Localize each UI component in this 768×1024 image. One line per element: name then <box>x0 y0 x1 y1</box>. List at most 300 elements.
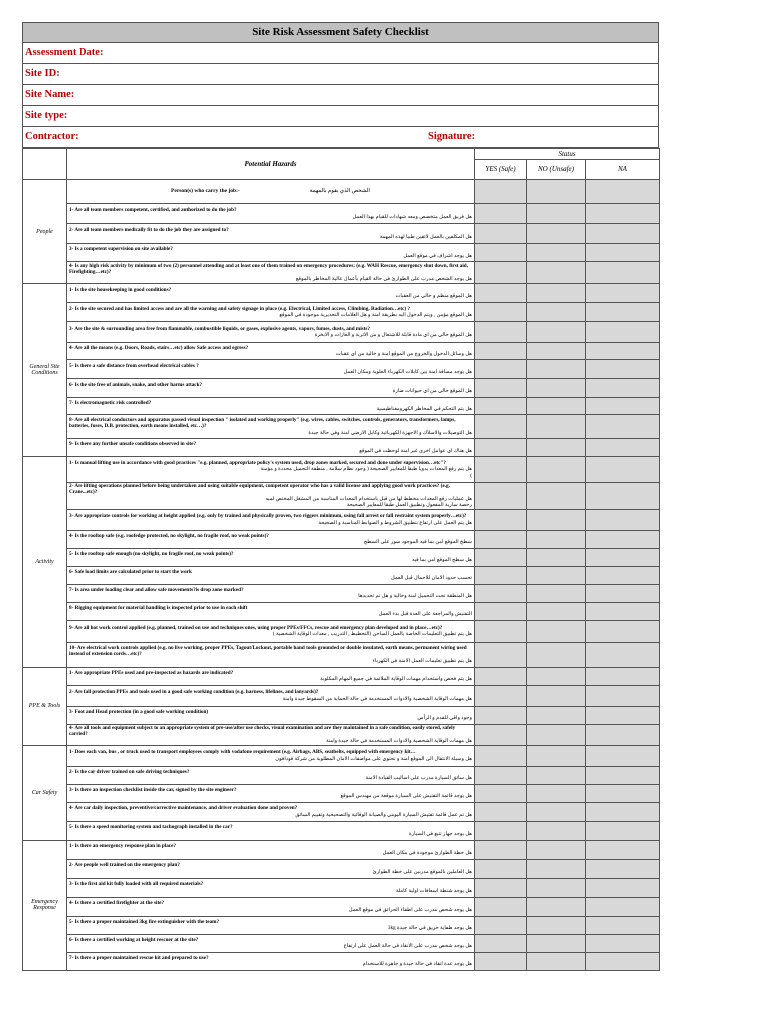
assessment-date-field[interactable] <box>22 43 659 64</box>
yes-checkbox-cell[interactable] <box>475 840 527 859</box>
checklist-row <box>23 322 660 343</box>
section-label: PPE & Tools <box>23 667 67 745</box>
question-english: 8- Are all electrical conductors and apparatus passed visual inspection " isolated and working properly" (e.g. wires, cables, switches, controls, generators, transformers, lamps, batteries, fuses, D.B. protection, earth means installed, etc…)? <box>69 416 456 430</box>
site-name-field[interactable] <box>22 85 659 106</box>
na-checkbox-cell[interactable] <box>586 584 660 602</box>
yes-checkbox-cell[interactable] <box>475 457 527 483</box>
checklist-row <box>23 745 660 766</box>
question-english: 5- Is there a safe distance from overhead electrical cables ? <box>69 362 199 369</box>
no-checkbox-cell[interactable] <box>527 784 586 802</box>
question-arabic: سطح الموقع امن بما فيه الموجود سور على السطح <box>363 539 472 546</box>
hazard-question <box>67 802 475 821</box>
na-checkbox-cell[interactable] <box>586 859 660 878</box>
na-checkbox-cell[interactable] <box>586 204 660 224</box>
question-english: 4- Is there a certified firefighter at the site? <box>69 900 165 907</box>
hazard-question <box>67 457 475 483</box>
yes-checkbox-cell[interactable] <box>475 322 527 343</box>
no-checkbox-cell[interactable] <box>527 602 586 620</box>
hazard-question <box>67 840 475 859</box>
question-arabic: هل يتم رفع المعدات يدويا طبقا للمعايير الصحيحة ( وجود نظام سلامة , منطقة التحميل محددة و مؤمنة ) <box>260 466 472 479</box>
yes-checkbox-cell[interactable] <box>475 180 527 204</box>
hazard-question <box>67 745 475 766</box>
yes-checkbox-cell[interactable] <box>475 602 527 620</box>
no-checkbox-cell[interactable] <box>527 303 586 322</box>
question-english: Person(s) who carry the job:- <box>171 188 240 195</box>
question-arabic: وجود واقي للقدم و الرأس <box>417 715 472 722</box>
hazard-question <box>67 685 475 706</box>
question-english: 1- Is the site housekeeping in good conditions? <box>69 286 172 293</box>
na-checkbox-cell[interactable] <box>586 457 660 483</box>
na-checkbox-cell[interactable] <box>586 360 660 379</box>
question-english: 1- Are appropriate PPEs used and pre-inspected as hazards are indicated? <box>69 669 234 676</box>
question-english: 9- Is there any further unsafe conditions observed in site? <box>69 441 197 448</box>
no-checkbox-cell[interactable] <box>527 483 586 510</box>
checklist-row <box>23 439 660 457</box>
question-arabic: هل يوجد طفاية حريق في حالة جيدة 3kg <box>387 925 472 932</box>
hazard-question <box>67 439 475 457</box>
hazard-question <box>67 766 475 784</box>
no-checkbox-cell[interactable] <box>527 360 586 379</box>
yes-checkbox-cell[interactable] <box>475 584 527 602</box>
hazard-question <box>67 483 475 510</box>
no-checkbox-cell[interactable] <box>527 204 586 224</box>
na-checkbox-cell[interactable] <box>586 284 660 303</box>
question-english: 5- Is there a speed monitoring system and tachograph installed in the car? <box>69 824 233 831</box>
hazard-question <box>67 224 475 244</box>
question-english: 4- Are car daily inspection, preventive/corrective maintenance, and driver evaluation done and proven? <box>69 805 298 812</box>
question-arabic: هل العاملين بالموقع مدربين على خطة الطوارئ <box>372 868 472 875</box>
no-checkbox-cell[interactable] <box>527 724 586 745</box>
site-type-label: Site type: <box>25 110 68 121</box>
na-checkbox-cell[interactable] <box>586 439 660 457</box>
question-arabic: هل يتم التحكم في المخاطر الكهرومغناطيسية <box>376 406 472 412</box>
hazard-checklist-table <box>22 148 660 971</box>
page-title: Site Risk Assessment Safety Checklist <box>22 22 659 43</box>
yes-checkbox-cell[interactable] <box>475 343 527 360</box>
question-arabic: هل المكلفين بالعمل لائقين طبيا لهذه المهمة <box>379 233 472 240</box>
checklist-row <box>23 802 660 821</box>
section-label: General Site Conditions <box>23 284 67 457</box>
question-arabic: هل يوجد شخص مدرب على اطفاء الحرائق في موقع العمل <box>348 906 472 913</box>
checklist-row <box>23 952 660 970</box>
yes-checkbox-cell[interactable] <box>475 766 527 784</box>
no-checkbox-cell[interactable] <box>527 322 586 343</box>
question-arabic: هل يوجد مسافة امنة بين كابلات الكهرباء العلوية ومكان العمل <box>343 369 472 375</box>
na-checkbox-cell[interactable] <box>586 724 660 745</box>
question-arabic: هل تم عمل قائمة تفتيش السيارة اليومي والصيانة الوقائية والتصحيحية وتقييم السائق <box>295 811 472 818</box>
no-checkbox-cell[interactable] <box>527 745 586 766</box>
na-checkbox-cell[interactable] <box>586 566 660 584</box>
hazard-question <box>67 934 475 952</box>
checklist-row <box>23 706 660 724</box>
checklist-row <box>23 398 660 415</box>
checklist-row <box>23 180 660 204</box>
no-checkbox-cell[interactable] <box>527 548 586 566</box>
yes-checkbox-cell[interactable] <box>475 784 527 802</box>
no-checkbox-cell[interactable] <box>527 244 586 262</box>
question-arabic: هل خطة الطوارئ موجودة في مكان العمل <box>382 849 472 856</box>
site-id-label: Site ID: <box>25 68 60 79</box>
yes-checkbox-cell[interactable] <box>475 284 527 303</box>
yes-checkbox-cell[interactable] <box>475 745 527 766</box>
hazard-question <box>67 284 475 303</box>
question-english: 3- Foot and Head protection (in a good safe working condition) <box>69 708 209 715</box>
question-english: 2- Is the site secured and has limited access and are all the warning and safety signage in place (e.g. Electrical, Limited access, Climbing, Radiation…etc) ? <box>69 305 411 312</box>
question-english: 7- Is electromagnetic risk controlled? <box>69 399 152 406</box>
yes-safe-header: YES (Safe) <box>475 160 527 180</box>
na-checkbox-cell[interactable] <box>586 530 660 548</box>
checklist-row <box>23 859 660 878</box>
yes-checkbox-cell[interactable] <box>475 706 527 724</box>
question-english: 2- Are people well trained on the emergency plan? <box>69 862 180 869</box>
hazard-question <box>67 548 475 566</box>
hazard-question <box>67 244 475 262</box>
hazard-question <box>67 602 475 620</box>
no-checkbox-cell[interactable] <box>527 379 586 398</box>
no-checkbox-cell[interactable] <box>527 706 586 724</box>
hazard-question <box>67 584 475 602</box>
yes-checkbox-cell[interactable] <box>475 530 527 548</box>
question-arabic: هل عمليات رفع المعدات مخطط لها من قبل باستخدام المعدات المناسبة من المشغل المختص لمبه رخصة سارية المفعول وتطبيق العمل طبقا للمعايير الصحيحة <box>265 495 472 509</box>
na-checkbox-cell[interactable] <box>586 840 660 859</box>
no-checkbox-cell[interactable] <box>527 878 586 897</box>
question-english: 4- Is any high risk activity by minimum of two (2) personnel attending and at least one of them trained on emergency procedures; (e.g. WAH Rescue, emergency shut down, first aid, Firefighting…etc)? <box>69 262 468 276</box>
checklist-row <box>23 724 660 745</box>
question-english: 4- Are all tools and equipment subject to an appropriate system of pre-use/after use checks, visual examination and are they maintained in a safe condition, easily stored, safely carried? <box>69 725 456 738</box>
question-arabic: هل التوصيلات والاسلاك و الاجهزة الكهربائية وكابل الارضي امنة وفي حالة جيدة <box>308 429 472 436</box>
question-english: 1- Are all team members competent, certified, and authorized to do the job? <box>69 207 237 214</box>
na-checkbox-cell[interactable] <box>586 483 660 510</box>
hazard-question <box>67 343 475 360</box>
yes-checkbox-cell[interactable] <box>475 439 527 457</box>
question-arabic: هل وسائل الدخول والخروج من الموقع امنة و خالية من اي عقبات <box>335 351 472 357</box>
question-english: 4- Are all the means (e.g. Doors, Roads, stairs…etc) allow Safe access and egress? <box>69 344 249 351</box>
question-english: 2- Are lifting operations planned before being undertaken and using suitable equipment, competent operator who has a valid license and applying good work practices? (e.g. Crane...etc)? <box>69 483 450 496</box>
hazard-question <box>67 204 475 224</box>
question-arabic: هل الموقع خالي من اي حيوانات ضارة <box>392 388 472 394</box>
question-english: 2- Are fall protection PPEs and tools used in a good safe working condition (e.g. harness, lifelines, and lanyards)? <box>69 689 319 696</box>
question-english: 3- Is a competent supervision on site available? <box>69 246 173 253</box>
question-arabic: هل سطح الموقع امن بما فيه <box>411 557 472 564</box>
hazard-question <box>67 667 475 685</box>
na-checkbox-cell[interactable] <box>586 934 660 952</box>
na-checkbox-cell[interactable] <box>586 343 660 360</box>
site-id-field[interactable] <box>22 64 659 85</box>
checklist-row <box>23 244 660 262</box>
question-arabic: هل يتم تطبيق التعليمات الخاصة بالعمل الساخن (التخطيط , التدريب , معدات الوقاية الشخصية ) <box>272 631 472 638</box>
signature-label: Signature: <box>428 131 476 142</box>
question-english: 1- Does each van, bus , or truck used to transport employees comply with vodafone requirement (e.g. Airbags, ABS, seatbelts, equipped with emergency kit… <box>69 749 416 756</box>
question-english: 10- Are electrical work controls applied (e.g. no live working, proper PPEs, Tagout/Lockout, portable hand tools grounded or double insulated, earth means, permanent wiring used instead of extension cords…etc)? <box>69 645 467 658</box>
no-checkbox-cell[interactable] <box>527 439 586 457</box>
header-corner <box>23 149 67 180</box>
yes-checkbox-cell[interactable] <box>475 952 527 970</box>
question-arabic: هل المنطقة تحت التحميل امنة وخالية و هل تم تحديدها <box>358 593 472 600</box>
no-checkbox-cell[interactable] <box>527 224 586 244</box>
na-checkbox-cell[interactable] <box>586 224 660 244</box>
checklist-row <box>23 303 660 322</box>
question-arabic: هل مهمات الوقاية الشخصية والادوات المستخدمة في حالة جيدة وامنة <box>326 737 472 744</box>
hazard-question <box>67 566 475 584</box>
site-name-label: Site Name: <box>25 89 75 100</box>
checklist-row <box>23 620 660 642</box>
checklist-row <box>23 897 660 916</box>
no-checkbox-cell[interactable] <box>527 343 586 360</box>
question-english: 2- Are all team members medically fit to do the job they are assigned to? <box>69 227 229 234</box>
na-checkbox-cell[interactable] <box>586 322 660 343</box>
no-checkbox-cell[interactable] <box>527 859 586 878</box>
question-english: 1- Is manual lifting use in accordance with good practices "e.g. planned, appropriate policy's system used, drop zones marked, secured and done under supervision…etc"? <box>69 459 446 466</box>
checklist-row <box>23 685 660 706</box>
potential-hazards-header: Potential Hazards <box>67 149 475 180</box>
no-checkbox-cell[interactable] <box>527 802 586 821</box>
question-english: 8- Rigging equipment for material handling is inspected prior to use in each shift <box>69 604 248 611</box>
yes-checkbox-cell[interactable] <box>475 509 527 530</box>
yes-checkbox-cell[interactable] <box>475 244 527 262</box>
hazard-question <box>67 620 475 642</box>
yes-checkbox-cell[interactable] <box>475 548 527 566</box>
question-arabic: هل يوجد شنطة اسعافات اولية كاملة <box>395 887 472 894</box>
hazard-question <box>67 916 475 934</box>
question-arabic: هل يتم فحص واستخدام مهمات الوقاية الملائمة في جميع المهام المكلوبة <box>320 676 472 683</box>
hazard-question <box>67 530 475 548</box>
question-arabic: هل الموقع مؤمن , ويتم الدخول اليه بطريقة امنة و هل العلامات التحذيرية موجودة في الموقع <box>279 312 472 318</box>
no-checkbox-cell[interactable] <box>527 897 586 916</box>
no-checkbox-cell[interactable] <box>527 667 586 685</box>
hazard-question <box>67 303 475 322</box>
yes-checkbox-cell[interactable] <box>475 859 527 878</box>
no-checkbox-cell[interactable] <box>527 262 586 284</box>
hazard-question <box>67 897 475 916</box>
checklist-row <box>23 548 660 566</box>
no-unsafe-header: NO (Unsafe) <box>527 160 586 180</box>
question-arabic: هل مهمات الوقاية الشخصية والادوات المستخدمة في حالة الحماية من السقوط جيدة وامنة <box>282 695 472 702</box>
no-checkbox-cell[interactable] <box>527 584 586 602</box>
checklist-row <box>23 916 660 934</box>
hazard-question <box>67 379 475 398</box>
checklist-row <box>23 284 660 303</box>
question-english: 3- Is there an inspection checklist inside the car, signed by the site engineer? <box>69 786 237 793</box>
checklist-row <box>23 483 660 510</box>
yes-checkbox-cell[interactable] <box>475 204 527 224</box>
no-checkbox-cell[interactable] <box>527 916 586 934</box>
checklist-row <box>23 667 660 685</box>
question-arabic: الشخص الذي يقوم بالمهمة <box>309 188 370 195</box>
na-checkbox-cell[interactable] <box>586 821 660 840</box>
question-arabic: هل يتم العمل على ارتفاع بتطبيق الشروط و الضوابط المناسبة و الصحيحة <box>318 519 472 526</box>
checklist-row <box>23 343 660 360</box>
no-checkbox-cell[interactable] <box>527 620 586 642</box>
na-checkbox-cell[interactable] <box>586 602 660 620</box>
no-checkbox-cell[interactable] <box>527 821 586 840</box>
question-english: 6- Is the site free of animals, snake, and other harms attack? <box>69 381 203 388</box>
checklist-row <box>23 584 660 602</box>
question-arabic: هل وسيلة الانتقال الى الموقع امنة و تحتوي على مواصفات الامان المطلوبة من شركة فودافون <box>275 755 472 762</box>
na-checkbox-cell[interactable] <box>586 620 660 642</box>
yes-checkbox-cell[interactable] <box>475 224 527 244</box>
question-english: 3- Is the first aid kit fully loaded with all required materials? <box>69 881 204 888</box>
na-checkbox-cell[interactable] <box>586 897 660 916</box>
status-header: Status <box>475 149 660 160</box>
no-checkbox-cell[interactable] <box>527 840 586 859</box>
yes-checkbox-cell[interactable] <box>475 667 527 685</box>
hazard-question <box>67 360 475 379</box>
question-english: 6- Is there a certified working at height rescuer at the site? <box>69 936 199 943</box>
yes-checkbox-cell[interactable] <box>475 685 527 706</box>
checklist-row <box>23 224 660 244</box>
checklist-row <box>23 566 660 584</box>
yes-checkbox-cell[interactable] <box>475 566 527 584</box>
checklist-row <box>23 821 660 840</box>
checklist-row <box>23 204 660 224</box>
checklist-row <box>23 262 660 284</box>
na-checkbox-cell[interactable] <box>586 878 660 897</box>
checklist-row <box>23 602 660 620</box>
no-checkbox-cell[interactable] <box>527 530 586 548</box>
question-arabic: هل يوجد جهاز تتبع في السيارة <box>408 830 472 837</box>
question-english: 7- Is there a proper maintained rescue kit and prepared to use? <box>69 954 209 961</box>
section-label: Emergency Response <box>23 840 67 970</box>
yes-checkbox-cell[interactable] <box>475 379 527 398</box>
yes-checkbox-cell[interactable] <box>475 398 527 415</box>
hazard-question <box>67 322 475 343</box>
yes-checkbox-cell[interactable] <box>475 620 527 642</box>
na-checkbox-cell[interactable] <box>586 379 660 398</box>
checklist-row <box>23 509 660 530</box>
yes-checkbox-cell[interactable] <box>475 934 527 952</box>
na-checkbox-cell[interactable] <box>586 415 660 439</box>
question-english: 6- Safe load limits are calculated prior to start the work <box>69 568 192 575</box>
no-checkbox-cell[interactable] <box>527 566 586 584</box>
yes-checkbox-cell[interactable] <box>475 802 527 821</box>
na-checkbox-cell[interactable] <box>586 398 660 415</box>
no-checkbox-cell[interactable] <box>527 180 586 204</box>
contractor-field[interactable] <box>22 127 659 148</box>
na-checkbox-cell[interactable] <box>586 706 660 724</box>
hazard-question <box>67 262 475 284</box>
na-checkbox-cell[interactable] <box>586 766 660 784</box>
yes-checkbox-cell[interactable] <box>475 262 527 284</box>
checklist-row <box>23 457 660 483</box>
yes-checkbox-cell[interactable] <box>475 360 527 379</box>
checklist-row <box>23 415 660 439</box>
yes-checkbox-cell[interactable] <box>475 724 527 745</box>
hazard-question <box>67 509 475 530</box>
question-english: 3- Are the site & surrounding area free from flammable, combustible liquids, or gases, explosive agents, vapors, fumes, dusts, and mists? <box>69 325 371 332</box>
status-header-row <box>23 149 660 160</box>
na-checkbox-cell[interactable] <box>586 802 660 821</box>
na-checkbox-cell[interactable] <box>586 667 660 685</box>
no-checkbox-cell[interactable] <box>527 952 586 970</box>
question-arabic: التفتيش والمراجعة على العدة قبل بدء العمل <box>378 611 472 618</box>
question-arabic: هل يتم تطبيق تعليمات العمل الامنة في الكهرباء <box>372 657 472 664</box>
na-checkbox-cell[interactable] <box>586 548 660 566</box>
question-arabic: هل يوجد اشراف في موقع العمل <box>403 252 472 259</box>
question-arabic: تحسب حدود الامان للاحمال قبل العمل <box>391 575 472 582</box>
hazard-question <box>67 859 475 878</box>
no-checkbox-cell[interactable] <box>527 415 586 439</box>
na-header: NA <box>586 160 660 180</box>
no-checkbox-cell[interactable] <box>527 642 586 667</box>
no-checkbox-cell[interactable] <box>527 457 586 483</box>
hazard-question <box>67 952 475 970</box>
yes-checkbox-cell[interactable] <box>475 916 527 934</box>
section-label: Car Safety <box>23 745 67 840</box>
no-checkbox-cell[interactable] <box>527 509 586 530</box>
question-english: 5- Is the rooftop safe enough (no skylight, no fragile roof, no weak points)? <box>69 550 234 557</box>
no-checkbox-cell[interactable] <box>527 934 586 952</box>
no-checkbox-cell[interactable] <box>527 398 586 415</box>
na-checkbox-cell[interactable] <box>586 916 660 934</box>
checklist-row <box>23 766 660 784</box>
site-type-field[interactable] <box>22 106 659 127</box>
yes-checkbox-cell[interactable] <box>475 483 527 510</box>
no-checkbox-cell[interactable] <box>527 766 586 784</box>
question-english: 5- Is there a proper maintained 3kg fire extinguisher with the team? <box>69 918 220 925</box>
hazard-question <box>67 821 475 840</box>
na-checkbox-cell[interactable] <box>586 642 660 667</box>
question-english: 9- Are all hot work control applied (e.g. planned, trained on use and techniques ones, using proper PPEs/FFCs, rescue and emergency plan developed and in place…etc)? <box>69 624 443 631</box>
checklist-sheet <box>22 22 659 971</box>
na-checkbox-cell[interactable] <box>586 745 660 766</box>
na-checkbox-cell[interactable] <box>586 509 660 530</box>
yes-checkbox-cell[interactable] <box>475 821 527 840</box>
na-checkbox-cell[interactable] <box>586 244 660 262</box>
yes-checkbox-cell[interactable] <box>475 415 527 439</box>
hazard-question <box>67 415 475 439</box>
yes-checkbox-cell[interactable] <box>475 642 527 667</box>
question-english: 1- Is there an emergency response plan in place? <box>69 843 177 850</box>
no-checkbox-cell[interactable] <box>527 685 586 706</box>
contractor-label: Contractor: <box>25 131 79 142</box>
na-checkbox-cell[interactable] <box>586 262 660 284</box>
yes-checkbox-cell[interactable] <box>475 303 527 322</box>
question-arabic: هل هناك اي عوامل اخرى غير امنة لوحظت في الموقع <box>359 447 472 454</box>
checklist-row <box>23 379 660 398</box>
question-arabic: هل سائق السيارة مدرب على اساليب القيادة الامنة <box>365 775 472 782</box>
hazard-question <box>67 642 475 667</box>
question-english: 3- Are appropriate controls for working at height applied (e.g. only by trained and physically proven, two riggers minimum, using fall arrest or fall restraint system properly…etc)? <box>69 513 467 520</box>
yes-checkbox-cell[interactable] <box>475 897 527 916</box>
question-arabic: هل يوجد عدة انقاذ في حالة جيدة و جاهزة للاستخدام <box>362 961 472 968</box>
checklist-row <box>23 360 660 379</box>
question-arabic: هل الموقع منظم و خالي من العقبات <box>395 293 472 299</box>
question-arabic: هل يوجد قائمة التفتيش على السيارة موقعة من مهندس الموقع <box>340 793 472 800</box>
checklist-row <box>23 934 660 952</box>
question-english: 7- Is area under loading clear and allow safe movements?is drop zone marked? <box>69 586 244 593</box>
hazard-question <box>67 180 475 204</box>
question-arabic: هل الموقع خالي من اي مادة قابلة للاشتعال و من الاتربة و الغازات و الابخرة <box>314 332 472 338</box>
checklist-row <box>23 878 660 897</box>
question-english: 2- Is the car driver trained on safe driving techniques? <box>69 768 190 775</box>
yes-checkbox-cell[interactable] <box>475 878 527 897</box>
assessment-date-label: Assessment Date: <box>25 47 104 58</box>
hazard-question <box>67 878 475 897</box>
question-arabic: هل يوجد شخص مدرب على الانقاذ في حالة العمل على ارتفاع <box>343 943 472 950</box>
na-checkbox-cell[interactable] <box>586 303 660 322</box>
na-checkbox-cell[interactable] <box>586 685 660 706</box>
na-checkbox-cell[interactable] <box>586 180 660 204</box>
checklist-row <box>23 642 660 667</box>
hazard-question <box>67 398 475 415</box>
na-checkbox-cell[interactable] <box>586 952 660 970</box>
section-label: Activity <box>23 457 67 668</box>
hazard-question <box>67 724 475 745</box>
no-checkbox-cell[interactable] <box>527 284 586 303</box>
checklist-row <box>23 840 660 859</box>
na-checkbox-cell[interactable] <box>586 784 660 802</box>
question-arabic: هل يوجد الشخص مدرب على الطوارئ في حالة القيام بأعمال عالية المخاطر بالموقع <box>295 275 472 282</box>
